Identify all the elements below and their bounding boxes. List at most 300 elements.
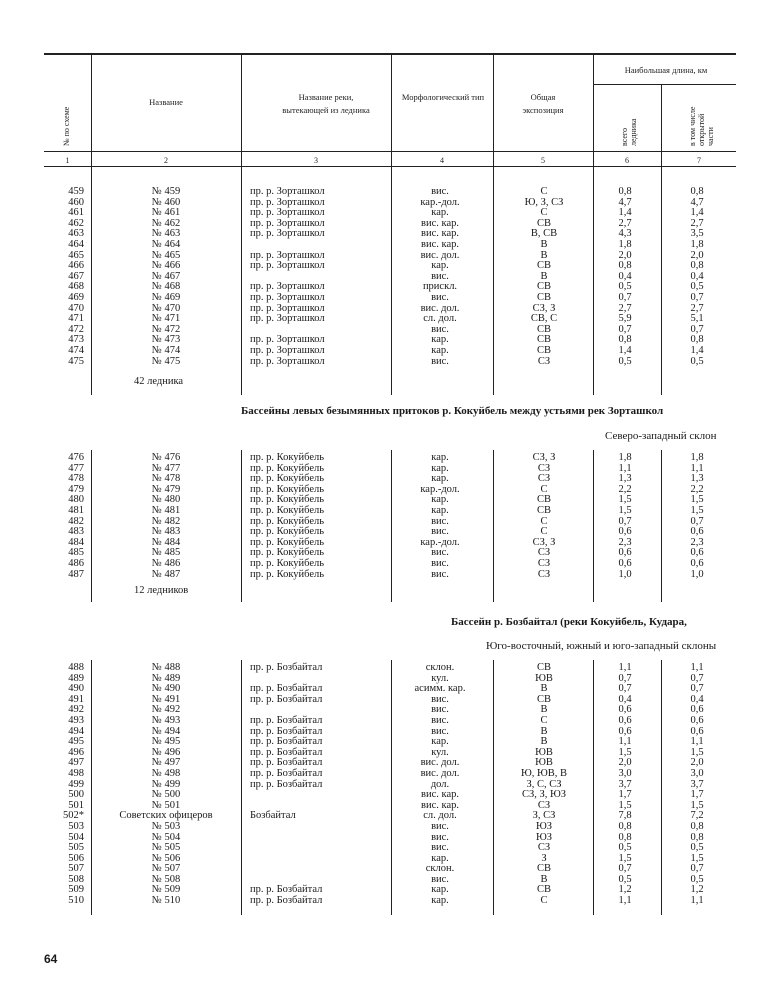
exposure-cell: СВ <box>536 693 551 705</box>
river-name-cell: пр. р. Бозбайтал <box>250 895 323 907</box>
open-length-cell: 0,6 <box>690 547 704 559</box>
scheme-number-cell: 480 <box>68 494 84 506</box>
morph-type-cell: сл. дол. <box>423 810 457 822</box>
exposure-cell: З, СЗ <box>532 810 556 822</box>
river-name-cell: пр. р. Кокуйбель <box>250 568 325 580</box>
table-row <box>0 779 776 790</box>
exposure-cell: СВ <box>536 291 551 303</box>
glacier-name-cell: № 464 <box>151 238 181 250</box>
table-row <box>0 516 776 527</box>
scheme-number-cell: 498 <box>68 767 84 779</box>
morph-type-cell: вис. дол. <box>420 757 460 769</box>
exposure-cell: СЗ <box>537 355 551 367</box>
exposure-cell: СВ <box>536 323 551 335</box>
exposure-cell: СВ <box>536 344 551 356</box>
open-length-cell: 1,5 <box>690 504 704 516</box>
table-top-rule <box>44 53 736 55</box>
glacier-name-cell: № 497 <box>151 757 181 769</box>
exposure-cell: СВ <box>536 662 551 673</box>
scheme-number-cell: 464 <box>68 238 84 250</box>
exposure-cell: В, СВ <box>530 228 558 240</box>
open-length-cell: 1,4 <box>690 344 704 356</box>
scheme-number-cell: 483 <box>68 526 84 538</box>
exposure-cell: СЗ <box>537 473 551 485</box>
glacier-name-cell: № 493 <box>151 714 181 726</box>
river-name-cell: пр. р. Кокуйбель <box>250 473 325 485</box>
total-length-cell: 0,7 <box>618 672 632 684</box>
table-row <box>0 494 776 505</box>
exposure-cell: В <box>540 704 548 716</box>
river-name-cell: Бозбайтал <box>250 810 296 822</box>
morph-type-cell: вис. кар. <box>421 799 459 811</box>
table-row <box>0 239 776 250</box>
total-length-cell: 1,5 <box>618 852 632 864</box>
morph-type-cell: кар. <box>431 473 449 485</box>
scheme-number-cell: 495 <box>68 736 84 748</box>
exposure-cell: В <box>540 270 548 282</box>
scheme-number-cell: 507 <box>68 863 84 875</box>
river-name-cell: пр. р. Зорташкол <box>250 217 325 229</box>
river-name-cell: пр. р. Кокуйбель <box>250 483 325 495</box>
exposure-cell: СВ <box>536 884 551 896</box>
total-length-cell: 0,6 <box>618 725 632 737</box>
glacier-name-cell: № 489 <box>151 672 181 684</box>
morph-type-cell: вис. <box>431 323 449 335</box>
morph-type-cell: вис. кар. <box>421 217 459 229</box>
total-length-cell: 0,5 <box>618 873 632 885</box>
scheme-number-cell: 508 <box>68 873 84 885</box>
morph-type-cell: асимм. кар. <box>414 683 466 695</box>
glacier-name-cell: № 482 <box>151 515 181 527</box>
total-length-cell: 7,8 <box>618 810 632 822</box>
river-name-cell: пр. р. Зорташкол <box>250 291 325 303</box>
exposure-cell: С <box>540 186 548 197</box>
glacier-name-cell: № 508 <box>151 873 181 885</box>
river-name-cell: пр. р. Бозбайтал <box>250 662 323 673</box>
slope-2: Северо-западный склон <box>605 430 717 442</box>
river-name-cell: пр. р. Бозбайтал <box>250 683 323 695</box>
river-name-cell: пр. р. Бозбайтал <box>250 746 323 758</box>
table-row <box>0 757 776 768</box>
scheme-number-cell: 461 <box>68 207 84 219</box>
glacier-name-cell: № 475 <box>151 355 181 367</box>
total-length-cell: 1,1 <box>618 462 632 474</box>
river-name-cell: пр. р. Бозбайтал <box>250 714 323 726</box>
glacier-name-cell: № 491 <box>151 693 181 705</box>
open-length-cell: 0,7 <box>690 515 704 527</box>
table-row <box>0 292 776 303</box>
glacier-name-cell: № 503 <box>151 820 181 832</box>
river-name-cell: пр. р. Зорташкол <box>250 260 325 272</box>
table-row <box>0 821 776 832</box>
scheme-number-cell: 463 <box>68 228 84 240</box>
river-name-cell: пр. р. Кокуйбель <box>250 515 325 527</box>
exposure-cell: СЗ <box>537 462 551 474</box>
section-title-2: Бассейны левых безымянных притоков р. Кокуйбель между устьями рек Зорташкол <box>241 405 664 417</box>
table-row <box>0 228 776 239</box>
glacier-name-cell: № 466 <box>151 260 181 272</box>
total-length-cell: 0,5 <box>618 355 632 367</box>
morph-type-cell: кар. <box>431 884 449 896</box>
exposure-cell: СВ <box>536 281 551 293</box>
header-rule <box>44 151 736 152</box>
total-length-cell: 0,6 <box>618 526 632 538</box>
scheme-number-cell: 467 <box>68 270 84 282</box>
morph-type-cell: кар. <box>431 895 449 907</box>
glacier-name-cell: № 487 <box>151 568 181 580</box>
exposure-cell: СЗ, З <box>532 452 556 463</box>
river-name-cell: пр. р. Бозбайтал <box>250 725 323 737</box>
scheme-number-cell: 465 <box>68 249 84 261</box>
scheme-number-cell: 459 <box>68 186 84 197</box>
total-length-cell: 1,0 <box>618 568 632 580</box>
header-river: Название реки, вытекающей из ледника <box>282 92 370 115</box>
scheme-number-cell: 472 <box>68 323 84 335</box>
open-length-cell: 1,5 <box>690 799 704 811</box>
morph-type-cell: вис. <box>431 547 449 559</box>
river-name-cell: пр. р. Зорташкол <box>250 344 325 356</box>
exposure-cell: ЮЗ <box>535 831 553 843</box>
total-length-cell: 2,2 <box>618 483 632 495</box>
scheme-number-cell: 503 <box>68 820 84 832</box>
exposure-cell: В <box>540 238 548 250</box>
glacier-name-cell: Советских офицеров <box>119 810 213 822</box>
morph-type-cell: вис. кар. <box>421 238 459 250</box>
river-name-cell: пр. р. Кокуйбель <box>250 494 325 506</box>
open-length-cell: 7,2 <box>690 810 704 822</box>
open-length-cell: 0,8 <box>690 334 704 346</box>
scheme-number-cell: 484 <box>68 536 84 548</box>
scheme-number-cell: 476 <box>68 452 84 463</box>
table-row <box>0 673 776 684</box>
table-body-group-1 <box>0 186 776 366</box>
scheme-number-cell: 485 <box>68 547 84 559</box>
glacier-name-cell: № 476 <box>151 452 181 463</box>
scheme-number-cell: 481 <box>68 504 84 516</box>
morph-type-cell: кар. <box>431 207 449 219</box>
header-total-length: всего ледника <box>620 118 638 146</box>
glacier-name-cell: № 469 <box>151 291 181 303</box>
scheme-number-cell: 466 <box>68 260 84 272</box>
exposure-cell: СЗ <box>537 568 551 580</box>
glacier-name-cell: № 462 <box>151 217 181 229</box>
scheme-number-cell: 499 <box>68 778 84 790</box>
glacier-name-cell: № 471 <box>151 313 181 325</box>
open-length-cell: 2,7 <box>690 217 704 229</box>
total-length-cell: 0,5 <box>618 842 632 854</box>
table-row <box>0 547 776 558</box>
scheme-number-cell: 501 <box>68 799 84 811</box>
table-row <box>0 704 776 715</box>
exposure-cell: СВ <box>536 217 551 229</box>
table-row <box>0 842 776 853</box>
total-length-cell: 0,6 <box>618 547 632 559</box>
scheme-number-cell: 497 <box>68 757 84 769</box>
table-row <box>0 874 776 885</box>
exposure-cell: СЗ <box>537 842 551 854</box>
total-length-cell: 0,6 <box>618 557 632 569</box>
header-open-length: в том числе открытой части <box>688 106 715 146</box>
river-name-cell: пр. р. Зорташкол <box>250 196 325 208</box>
exposure-cell: СЗ, З <box>532 302 556 314</box>
morph-type-cell: вис. кар. <box>421 228 459 240</box>
open-length-cell: 0,8 <box>690 820 704 832</box>
scheme-number-cell: 482 <box>68 515 84 527</box>
table-row <box>0 303 776 314</box>
scheme-number-cell: 487 <box>68 568 84 580</box>
open-length-cell: 0,7 <box>690 683 704 695</box>
exposure-cell: С <box>540 526 548 538</box>
open-length-cell: 3,0 <box>690 767 704 779</box>
glacier-name-cell: № 485 <box>151 547 181 559</box>
open-length-cell: 0,7 <box>690 672 704 684</box>
open-length-cell: 0,8 <box>690 831 704 843</box>
morph-type-cell: вис. <box>431 873 449 885</box>
open-length-cell: 0,7 <box>690 323 704 335</box>
glacier-name-cell: № 507 <box>151 863 181 875</box>
table-body-group-2 <box>0 452 776 579</box>
glacier-name-cell: № 506 <box>151 852 181 864</box>
total-length-cell: 1,4 <box>618 207 632 219</box>
header-length-group: Наибольшая длина, км <box>624 65 708 75</box>
scheme-number-cell: 493 <box>68 714 84 726</box>
morph-type-cell: кар. <box>431 344 449 356</box>
morph-type-cell: вис. дол. <box>420 302 460 314</box>
total-length-cell: 1,1 <box>618 895 632 907</box>
morph-type-cell: кар. <box>431 736 449 748</box>
river-name-cell: пр. р. Кокуйбель <box>250 526 325 538</box>
total-length-cell: 4,7 <box>618 196 632 208</box>
scheme-number-cell: 468 <box>68 281 84 293</box>
morph-type-cell: кар. <box>431 334 449 346</box>
open-length-cell: 0,4 <box>690 693 704 705</box>
open-length-cell: 0,5 <box>690 873 704 885</box>
glacier-name-cell: № 484 <box>151 536 181 548</box>
total-length-cell: 3,0 <box>618 767 632 779</box>
total-length-cell: 1,5 <box>618 504 632 516</box>
river-name-cell: пр. р. Зорташкол <box>250 186 325 197</box>
open-length-cell: 0,6 <box>690 725 704 737</box>
total-length-cell: 1,5 <box>618 494 632 506</box>
exposure-cell: С <box>540 895 548 907</box>
morph-type-cell: вис. <box>431 568 449 580</box>
glacier-name-cell: № 486 <box>151 557 181 569</box>
total-length-cell: 2,7 <box>618 302 632 314</box>
table-row <box>0 452 776 463</box>
table-body-group-3 <box>0 662 776 906</box>
glacier-name-cell: № 499 <box>151 778 181 790</box>
open-length-cell: 1,5 <box>690 494 704 506</box>
table-row <box>0 789 776 800</box>
table-row <box>0 863 776 874</box>
total-length-cell: 4,3 <box>618 228 632 240</box>
glacier-name-cell: № 479 <box>151 483 181 495</box>
total-length-cell: 1,1 <box>618 662 632 673</box>
total-length-cell: 1,2 <box>618 884 632 896</box>
glacier-name-cell: № 468 <box>151 281 181 293</box>
total-length-cell: 1,5 <box>618 746 632 758</box>
scheme-number-cell: 488 <box>68 662 84 673</box>
scheme-number-cell: 500 <box>68 789 84 801</box>
open-length-cell: 1,3 <box>690 473 704 485</box>
table-row <box>0 694 776 705</box>
river-name-cell: пр. р. Зорташкол <box>250 313 325 325</box>
open-length-cell: 1,4 <box>690 207 704 219</box>
scheme-number-cell: 460 <box>68 196 84 208</box>
exposure-cell: Ю, ЮВ, В <box>520 767 568 779</box>
open-length-cell: 0,8 <box>690 260 704 272</box>
morph-type-cell: кар. <box>431 452 449 463</box>
total-length-cell: 0,8 <box>618 186 632 197</box>
table-row <box>0 218 776 229</box>
total-length-cell: 5,9 <box>618 313 632 325</box>
table-row <box>0 505 776 516</box>
colnum-7: 7 <box>697 156 701 165</box>
total-length-cell: 0,8 <box>618 820 632 832</box>
morph-type-cell: вис. <box>431 714 449 726</box>
exposure-cell: СВ <box>536 504 551 516</box>
total-length-cell: 0,8 <box>618 831 632 843</box>
open-length-cell: 5,1 <box>690 313 704 325</box>
river-name-cell: пр. р. Зорташкол <box>250 334 325 346</box>
morph-type-cell: кар. <box>431 260 449 272</box>
colnum-5: 5 <box>541 156 545 165</box>
river-name-cell: пр. р. Бозбайтал <box>250 736 323 748</box>
glacier-name-cell: № 501 <box>151 799 181 811</box>
open-length-cell: 0,6 <box>690 714 704 726</box>
table-row <box>0 250 776 261</box>
river-name-cell: пр. р. Зорташкол <box>250 228 325 240</box>
morph-type-cell: склон. <box>425 662 455 673</box>
total-length-cell: 0,8 <box>618 260 632 272</box>
exposure-cell: СВ <box>536 334 551 346</box>
total-length-cell: 1,4 <box>618 344 632 356</box>
scheme-number-cell: 471 <box>68 313 84 325</box>
open-length-cell: 1,1 <box>690 736 704 748</box>
total-length-cell: 0,7 <box>618 515 632 527</box>
glacier-name-cell: № 509 <box>151 884 181 896</box>
open-length-cell: 0,6 <box>690 704 704 716</box>
total-length-cell: 2,3 <box>618 536 632 548</box>
glacier-name-cell: № 481 <box>151 504 181 516</box>
table-row <box>0 810 776 821</box>
table-row <box>0 569 776 580</box>
open-length-cell: 2,0 <box>690 249 704 261</box>
open-length-cell: 3,7 <box>690 778 704 790</box>
glacier-name-cell: № 495 <box>151 736 181 748</box>
exposure-cell: ЮВ <box>535 746 553 758</box>
table-row <box>0 334 776 345</box>
morph-type-cell: вис. <box>431 693 449 705</box>
colnum-4: 4 <box>440 156 444 165</box>
river-name-cell: пр. р. Кокуйбель <box>250 452 325 463</box>
open-length-cell: 1,8 <box>690 452 704 463</box>
total-length-cell: 3,7 <box>618 778 632 790</box>
glacier-name-cell: № 510 <box>151 895 181 907</box>
table-row <box>0 800 776 811</box>
exposure-cell: СЗ, З, ЮЗ <box>521 789 567 801</box>
open-length-cell: 2,7 <box>690 302 704 314</box>
open-length-cell: 2,3 <box>690 536 704 548</box>
glacier-name-cell: № 459 <box>151 186 181 197</box>
section-title-3: Бассейн р. Бозбайтал (реки Кокуйбель, Кудара, <box>451 616 687 628</box>
exposure-cell: ЮЗ <box>535 820 553 832</box>
glacier-name-cell: № 483 <box>151 526 181 538</box>
header-morph-type: Морфологический тип <box>401 92 485 102</box>
scheme-number-cell: 492 <box>68 704 84 716</box>
colnum-2: 2 <box>164 156 168 165</box>
table-row <box>0 345 776 356</box>
exposure-cell: В <box>540 873 548 885</box>
scheme-number-cell: 502* <box>63 810 84 822</box>
table-row <box>0 197 776 208</box>
exposure-cell: ЮВ <box>535 757 553 769</box>
morph-type-cell: вис. <box>431 291 449 303</box>
scheme-number-cell: 473 <box>68 334 84 346</box>
glacier-name-cell: № 467 <box>151 270 181 282</box>
morph-type-cell: сл. дол. <box>423 313 457 325</box>
scheme-number-cell: 506 <box>68 852 84 864</box>
morph-type-cell: вис. <box>431 842 449 854</box>
river-name-cell: пр. р. Бозбайтал <box>250 884 323 896</box>
table-row <box>0 281 776 292</box>
morph-type-cell: вис. <box>431 557 449 569</box>
table-row <box>0 747 776 758</box>
exposure-cell: СЗ <box>537 799 551 811</box>
river-name-cell: пр. р. Кокуйбель <box>250 557 325 569</box>
colnum-3: 3 <box>314 156 318 165</box>
glacier-name-cell: № 460 <box>151 196 181 208</box>
exposure-cell: СВ, С <box>530 313 558 325</box>
open-length-cell: 2,2 <box>690 483 704 495</box>
river-name-cell: пр. р. Кокуйбель <box>250 504 325 516</box>
scheme-number-cell: 489 <box>68 672 84 684</box>
open-length-cell: 1,8 <box>690 238 704 250</box>
open-length-cell: 0,7 <box>690 863 704 875</box>
open-length-cell: 1,2 <box>690 884 704 896</box>
river-name-cell: пр. р. Зорташкол <box>250 302 325 314</box>
total-length-cell: 1,8 <box>618 452 632 463</box>
morph-type-cell: кул. <box>431 746 449 758</box>
open-length-cell: 0,5 <box>690 281 704 293</box>
morph-type-cell: кул. <box>431 672 449 684</box>
open-length-cell: 0,6 <box>690 526 704 538</box>
scheme-number-cell: 494 <box>68 725 84 737</box>
scheme-number-cell: 479 <box>68 483 84 495</box>
exposure-cell: СВ <box>536 260 551 272</box>
total-length-cell: 0,4 <box>618 693 632 705</box>
scheme-number-cell: 469 <box>68 291 84 303</box>
table-row <box>0 558 776 569</box>
river-name-cell: пр. р. Зорташкол <box>250 355 325 367</box>
header-scheme-number: № по схеме <box>62 106 71 146</box>
open-length-cell: 0,4 <box>690 270 704 282</box>
scheme-number-cell: 470 <box>68 302 84 314</box>
glacier-count-2: 12 ледников <box>134 585 189 596</box>
table-row <box>0 537 776 548</box>
table-row <box>0 207 776 218</box>
morph-type-cell: вис. <box>431 270 449 282</box>
scheme-number-cell: 477 <box>68 462 84 474</box>
morph-type-cell: склон. <box>425 863 455 875</box>
scheme-number-cell: 491 <box>68 693 84 705</box>
morph-type-cell: вис. дол. <box>420 767 460 779</box>
scheme-number-cell: 474 <box>68 344 84 356</box>
total-length-cell: 0,8 <box>618 334 632 346</box>
total-length-cell: 0,6 <box>618 704 632 716</box>
river-name-cell: пр. р. Кокуйбель <box>250 462 325 474</box>
glacier-name-cell: № 494 <box>151 725 181 737</box>
